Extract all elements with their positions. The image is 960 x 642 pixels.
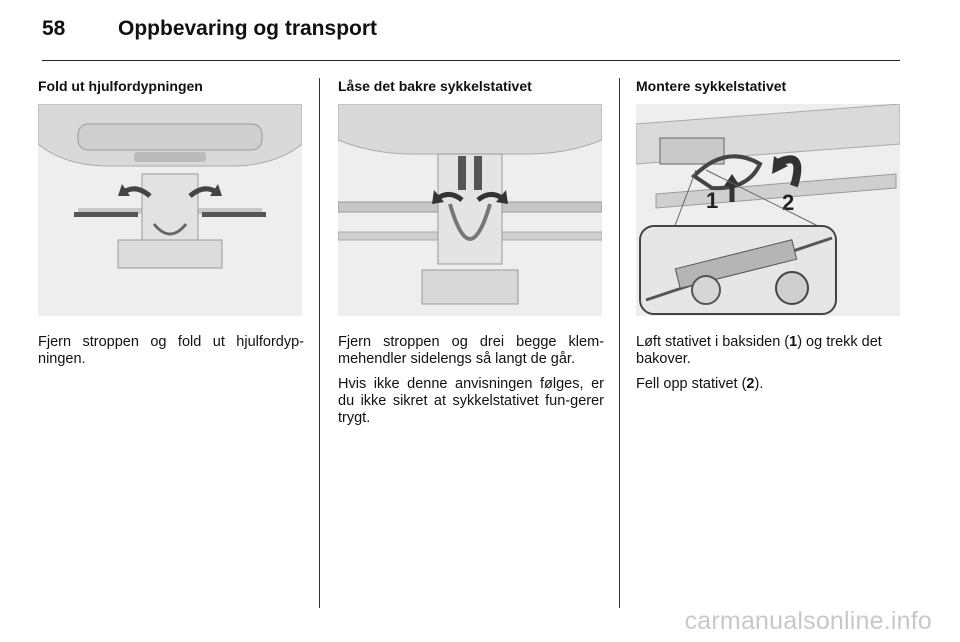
illustration-lock-rear-bike-carrier	[338, 104, 602, 316]
watermark: carmanualsonline.info	[684, 607, 932, 635]
section-heading: Fold ut hjulfordypningen	[38, 78, 203, 94]
callout-2: 2	[782, 190, 795, 215]
column-divider	[619, 78, 620, 608]
paragraph: Fjern stroppen og drei begge klem-mehendler sidelengs så langt de går.	[338, 334, 604, 367]
section-body	[338, 334, 604, 427]
callout-1: 1	[706, 188, 719, 213]
illustration-mount-bike-carrier	[636, 104, 900, 316]
page-header	[42, 14, 900, 61]
paragraph: Hvis ikke denne anvisningen følges, er du ikke sikret at sykkelstativet fun-gerer trygt.	[338, 376, 604, 426]
section-body	[636, 334, 902, 393]
column-divider	[319, 78, 320, 608]
page-title: Oppbevaring og transport	[118, 17, 378, 40]
section-fold-out-wheel-recess	[38, 78, 304, 376]
paragraph: Fjern stroppen og fold ut hjulfordyp-ningen.	[38, 334, 304, 367]
page-number: 58	[42, 17, 66, 40]
illustration-fold-out-wheel-recess	[38, 104, 302, 316]
section-heading: Montere sykkelstativet	[636, 78, 787, 94]
section-lock-rear-bike-carrier	[338, 78, 604, 435]
section-body	[38, 334, 304, 368]
paragraph: Løft stativet i baksiden (1) og trekk det bakover.	[636, 334, 882, 367]
section-mount-bike-carrier	[636, 78, 902, 401]
paragraph: Fell opp stativet (2).	[636, 376, 764, 392]
section-heading: Låse det bakre sykkelstativet	[338, 78, 532, 94]
